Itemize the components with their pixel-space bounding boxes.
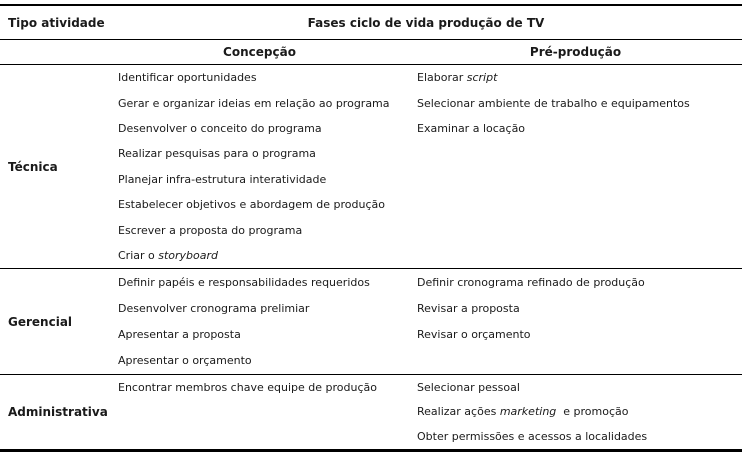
section-label-tecnica: Técnica: [8, 159, 58, 174]
activity-item: Obter permissões e acessos a localidades: [417, 429, 648, 443]
activity-item: Desenvolver cronograma prelimiar: [118, 301, 310, 315]
activity-item: Selecionar ambiente de trabalho e equipamentos: [417, 96, 690, 110]
section-row-tecnica: [0, 65, 742, 269]
activity-item: Criar o storyboard: [118, 248, 219, 262]
gerencial-pre-producao-items: [409, 269, 742, 374]
administrativa-pre-producao-items: [409, 375, 742, 449]
phases-header: Fases ciclo de vida produção de TV: [307, 15, 545, 30]
activity-type-header: Tipo atividade: [8, 15, 105, 30]
activity-item: Desenvolver o conceito do programa: [118, 121, 322, 135]
activity-item: Escrever a proposta do programa: [118, 223, 303, 237]
phase-header-concepcao: Concepção: [223, 45, 296, 59]
activity-item: Estabelecer objetivos e abordagem de produção: [118, 198, 385, 212]
tecnica-concepcao-items: [110, 65, 409, 268]
activity-item: Encontrar membros chave equipe de produção: [118, 380, 377, 394]
activity-item: Realizar pesquisas para o programa: [118, 147, 316, 161]
activity-item: Planejar infra-estrutura interatividade: [118, 172, 327, 186]
section-label-gerencial: Gerencial: [8, 314, 73, 329]
table-header-row: [0, 6, 742, 40]
gerencial-concepcao-items: [110, 269, 409, 374]
administrativa-concepcao-items: [110, 375, 409, 449]
activity-item: Realizar ações marketing e promoção: [417, 405, 629, 419]
activity-item: Definir cronograma refinado de produção: [417, 275, 645, 289]
phase-header-pre-producao: Pré-produção: [529, 45, 622, 59]
activity-item: Gerar e organizar ideias em relação ao programa: [118, 96, 390, 110]
activity-item: Revisar a proposta: [417, 301, 520, 315]
activity-item: Apresentar a proposta: [118, 328, 241, 342]
section-row-administrativa: [0, 375, 742, 449]
phase-subheader-row: [0, 40, 742, 65]
tv-production-lifecycle-table: [0, 4, 742, 452]
activity-item: Examinar a locação: [417, 121, 526, 135]
activity-item: Apresentar o orçamento: [118, 354, 252, 368]
activity-item: Selecionar pessoal: [417, 380, 520, 394]
activity-item: Elaborar script: [417, 71, 498, 85]
tecnica-pre-producao-items: [409, 65, 742, 268]
activity-item: Revisar o orçamento: [417, 328, 531, 342]
section-row-gerencial: [0, 269, 742, 375]
activity-item: Definir papéis e responsabilidades requeridos: [118, 275, 370, 289]
activity-item: Identificar oportunidades: [118, 71, 257, 85]
section-label-administrativa: Administrativa: [8, 404, 108, 419]
